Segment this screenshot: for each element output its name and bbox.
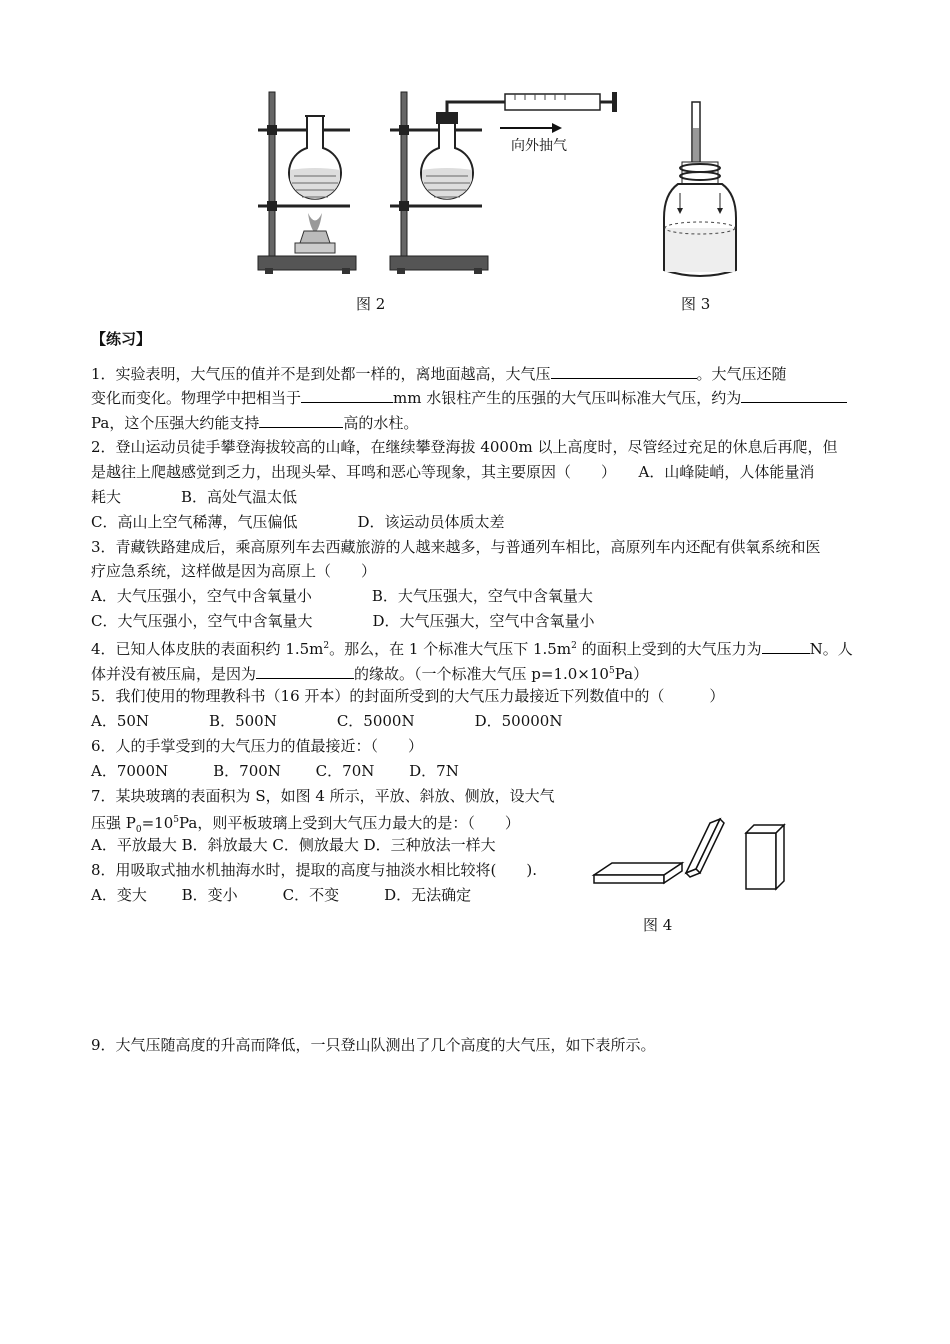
- q8-line1: 8．用吸取式抽水机抽海水时，提取的高度与抽淡水相比较将( ).: [91, 861, 538, 879]
- q4-blank-2[interactable]: [256, 664, 354, 679]
- q1-line2: 变化而变化。物理学中把相当于 mm 水银柱产生的压强的大气压叫标准大气压，约为: [91, 388, 847, 408]
- q6-line1: 6．人的手掌受到的大气压力的值最接近：（ ）: [91, 737, 424, 755]
- figure-3-caption: 图 3: [681, 295, 711, 313]
- q5-line1: 5．我们使用的物理教科书（16 开本）的封面所受到的大气压力最接近下列数值中的（ ）: [91, 687, 725, 705]
- q7-line2: 压强 $P_0=10^5Pa$，则平板玻璃上受到大气压力最大的是：（ ）: [91, 814, 520, 835]
- q3-line1: 3．青藏铁路建成后，乘高原列车去西藏旅游的人越来越多，与普通列车相比，高原列车内还配有供氧系统和医: [91, 538, 821, 556]
- q3-option-ab[interactable]: A．大气压强小，空气中含氧量小 B．大气压强大，空气中含氧量大: [91, 587, 593, 605]
- figure-2-caption: 图 2: [356, 295, 386, 313]
- q2-line4: C．高山上空气稀薄，气压偏低 D．该运动员体质太差: [91, 513, 505, 531]
- figure-2-apparatus: [250, 88, 630, 280]
- figure-4-caption: 图 4: [643, 916, 673, 934]
- q4-line1: 4．已知人体皮肤的表面积约 $1.5m^2$。那么，在 1 个标准大气压下 $1.5m^2$ 的面积上受到的大气压力为 N。人: [91, 640, 853, 658]
- q2-line3: 耗大 B．高处气温太低: [91, 488, 298, 506]
- q9-line1: 9．大气压随高度的升高而降低，一只登山队测出了几个高度的大气压，如下表所示。: [91, 1036, 656, 1054]
- q7-options[interactable]: A．平放最大 B．斜放最大 C．侧放最大 D．三种放法一样大: [91, 836, 496, 854]
- q2-line1: 2．登山运动员徒手攀登海拔较高的山峰，在继续攀登海拔 4000m 以上高度时，尽管经过充足的休息后再爬，但: [91, 438, 838, 456]
- q5-options[interactable]: A．50N B．500N C．5000N D．50000N: [91, 712, 563, 730]
- section-title: 【练习】: [91, 330, 152, 348]
- q8-options[interactable]: A．变大 B．变小 C．不变 D．无法确定: [91, 886, 472, 904]
- q3-option-cd[interactable]: C．大气压强小，空气中含氧量大 D．大气压强大，空气中含氧量小: [91, 612, 595, 630]
- q7-line1: 7．某块玻璃的表面积为 S，如图 4 所示，平放、斜放、侧放，设大气: [91, 787, 555, 805]
- figure-2-arrow-label: 向外抽气: [511, 138, 567, 154]
- q4-line2: 体并没有被压扁，是因为 的缘故。（一个标准大气压 $p=1.0\times 10^5Pa$）: [91, 665, 649, 683]
- q1-blank-1[interactable]: [551, 364, 697, 379]
- q1-line1: 1．实验表明，大气压的值并不是到处都一样的，离地面越高，大气压 。大气压还随: [91, 365, 787, 383]
- q1-blank-3[interactable]: [741, 388, 847, 403]
- figure-4-glass-plates: [590, 815, 790, 895]
- q4-blank-1[interactable]: [762, 639, 810, 654]
- q3-line2: 疗应急系统，这样做是因为高原上（ ）: [91, 562, 377, 580]
- q1-blank-4[interactable]: [259, 413, 343, 428]
- q1-blank-2[interactable]: [301, 388, 393, 403]
- q2-line2: 是越往上爬越感觉到乏力，出现头晕、耳鸣和恶心等现象，其主要原因（ ） A．山峰陡峭，人体能量消: [91, 463, 815, 481]
- q1-line3: Pa，这个压强大约能支持 高的水柱。: [91, 414, 419, 432]
- figure-3-bottle: [660, 98, 740, 284]
- q6-options[interactable]: A．7000N B．700N C．70N D．7N: [91, 762, 459, 780]
